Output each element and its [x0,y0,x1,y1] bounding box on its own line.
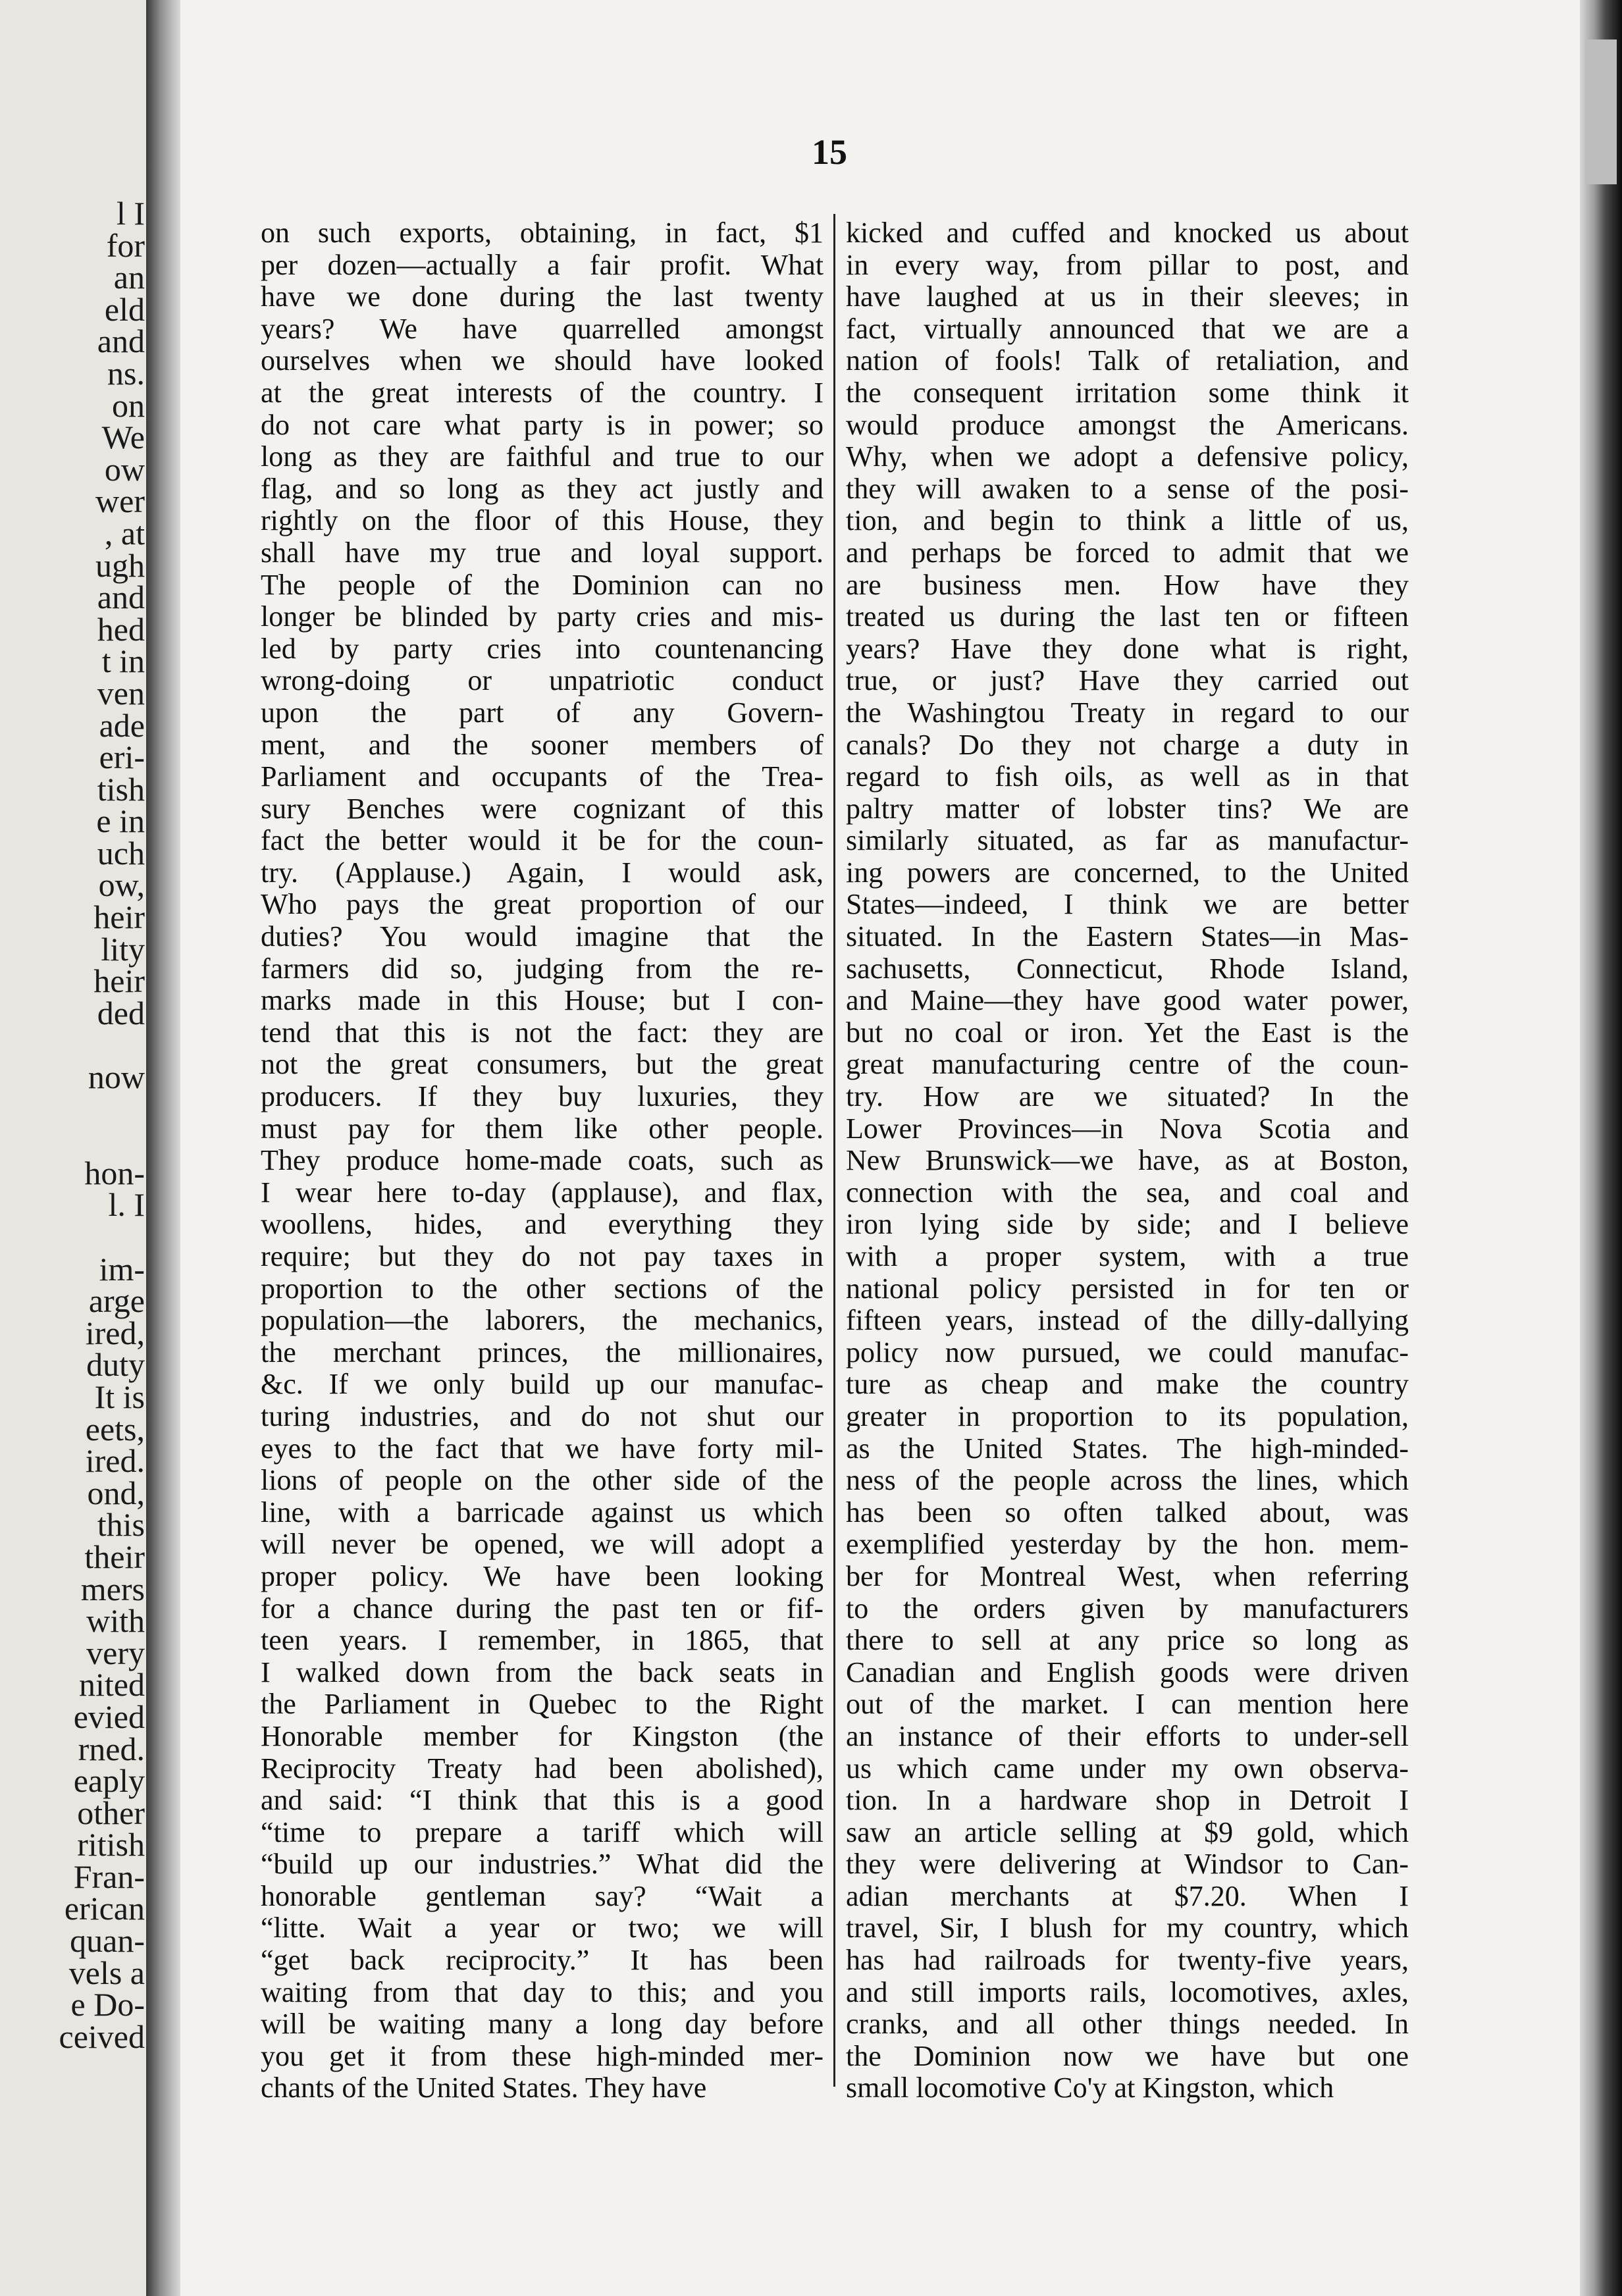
previous-page-fragment: erican [64,1890,145,1927]
text-line: must pay for them like other people. [261,1112,824,1145]
text-line: eyes to the fact that we have forty mil- [261,1432,824,1465]
text-line: cranks, and all other things needed. In [846,2008,1409,2041]
text-line: situated. In the Eastern States—in Mas- [846,921,1409,953]
text-line: turing industries, and do not shut our [261,1400,824,1432]
text-line: “time to prepare a tariff which will [261,1816,824,1848]
previous-page-fragment: e Do- [70,1986,145,2023]
text-line: has had railroads for twenty-five years, [846,1944,1409,1977]
text-line: long as they are faithful and true to our [261,441,824,473]
previous-page-fragment: e in [96,802,145,840]
text-line: at the great interests of the country. I [261,377,824,409]
text-line: “build up our industries.” What did the [261,1848,824,1881]
text-line: ment, and the sooner members of [261,729,824,761]
previous-page-fragment: nited [79,1666,145,1704]
previous-page-fragment: and [97,323,145,360]
previous-page-fragment: for [106,226,145,264]
text-line: would produce amongst the Americans. [846,409,1409,441]
text-line: producers. If they buy luxuries, they [261,1081,824,1113]
previous-page-fragment: hed [97,610,145,648]
text-line: do not care what party is in power; so [261,409,824,441]
text-line: saw an article selling at $9 gold, which [846,1816,1409,1848]
previous-page-fragment: quan- [70,1922,145,1960]
text-line: fifteen years, instead of the dilly-dallying [846,1305,1409,1337]
text-line: iron lying side by side; and I believe [846,1209,1409,1241]
text-line: but no coal or iron. Yet the East is the [846,1016,1409,1049]
previous-page-fragment: on [112,386,145,424]
previous-page-fragment: vels a [68,1954,145,1991]
previous-page-fragment: heir [93,899,145,936]
previous-page-fragment: ow [104,450,145,488]
text-line: tion. In a hardware shop in Detroit I [846,1785,1409,1817]
previous-page-fragment: mers [80,1570,145,1607]
text-line: “litte. Wait a year or two; we will [261,1912,824,1944]
previous-page-fragment: with [86,1602,145,1640]
text-line: years? We have quarrelled amongst [261,313,824,345]
previous-page-fragment: this [97,1506,145,1544]
previous-page-fragment: heir [93,962,145,1000]
text-line: States—indeed, I think we are better [846,889,1409,921]
text-line: ture as cheap and make the country [846,1369,1409,1401]
text-line: Honorable member for Kingston (the [261,1720,824,1752]
text-line: greater in proportion to its population, [846,1400,1409,1432]
previous-page-fragment: ired, [85,1314,145,1351]
page-edge [1580,0,1622,2296]
previous-page-fragment: ond, [87,1474,145,1511]
text-line: for a chance during the past ten or fif- [261,1592,824,1625]
text-line: will never be opened, we will adopt a [261,1528,824,1561]
text-line: ber for Montreal West, when referring [846,1560,1409,1592]
text-line: &c. If we only build up our manufac- [261,1369,824,1401]
text-line: Reciprocity Treaty had been abolished), [261,1752,824,1785]
text-line: canals? Do they not charge a duty in [846,729,1409,761]
previous-page-fragment: ow, [98,866,145,904]
text-line: not the great consumers, but the great [261,1049,824,1081]
text-line: teen years. I remember, in 1865, that [261,1625,824,1657]
text-line: treated us during the last ten or fifteen [846,601,1409,633]
text-line: tion, and begin to think a little of us, [846,505,1409,537]
text-line: and Maine—they have good water power, [846,985,1409,1017]
previous-page-fragment: , at [104,514,145,552]
text-line: rightly on the floor of this House, they [261,505,824,537]
text-line: in every way, from pillar to post, and [846,249,1409,281]
text-line: shall have my true and loyal support. [261,536,824,569]
text-line: has been so often talked about, was [846,1496,1409,1528]
text-line: paltry matter of lobster tins? We are [846,793,1409,825]
previous-page-fragment: eld [104,290,145,328]
text-line: fact, virtually announced that we are a [846,313,1409,345]
text-line: ness of the people across the lines, which [846,1465,1409,1497]
previous-page-fragment: ugh [95,546,145,584]
previous-page-fragment: eets, [85,1410,145,1448]
text-line: exemplified yesterday by the hon. mem- [846,1528,1409,1561]
text-line: small locomotive Co'y at Kingston, which [846,2072,1334,2104]
text-line: true, or just? Have they carried out [846,665,1409,697]
previous-page-fragment: an [113,259,145,296]
text-line: farmers did so, judging from the re- [261,952,824,985]
previous-page-text [7,195,145,2055]
text-line: wrong-doing or unpatriotic conduct [261,665,824,697]
text-line: chants of the United States. They have [261,2072,707,2104]
text-line: woollens, hides, and everything they [261,1209,824,1241]
text-column-left [261,217,824,2104]
previous-page-fragment: lity [101,930,145,968]
previous-page-strip [0,0,146,2296]
previous-page-fragment: arge [88,1282,145,1320]
text-line: Parliament and occupants of the Trea- [261,761,824,793]
text-line: longer be blinded by party cries and mis- [261,601,824,633]
text-line: they will awaken to a sense of the posi- [846,473,1409,505]
text-line: policy now pursued, we could manufac- [846,1336,1409,1369]
text-line: and perhaps be forced to admit that we [846,536,1409,569]
text-line: to the orders given by manufacturers [846,1592,1409,1625]
previous-page-fragment: hon- [84,1154,145,1191]
text-line: honorable gentleman say? “Wait a [261,1880,824,1912]
text-line: proportion to the other sections of the [261,1272,824,1305]
previous-page-fragment [7,1125,145,1157]
text-line: you get it from these high-minded mer- [261,2040,824,2072]
text-line: I wear here to-day (applause), and flax, [261,1176,824,1209]
text-line: travel, Sir, I blush for my country, which [846,1912,1409,1944]
text-line: flag, and so long as they act justly and [261,473,824,505]
previous-page-fragment: very [86,1634,145,1671]
column-divider [833,214,835,2087]
previous-page-fragment: evied [73,1698,145,1735]
text-line: require; but they do not pay taxes in [261,1241,824,1272]
text-line: nation of fools! Talk of retaliation, and [846,345,1409,377]
text-line: kicked and cuffed and knocked us about [846,217,1409,249]
previous-page-fragment: ired. [85,1442,145,1480]
previous-page-fragment [7,1093,145,1126]
text-line: regard to fish oils, as well as in that [846,761,1409,793]
previous-page-fragment [7,1029,145,1061]
previous-page-fragment: ded [97,994,145,1031]
previous-page-fragment: wer [95,483,145,520]
text-line: national policy persisted in for ten or [846,1272,1409,1305]
previous-page-fragment: im- [99,1250,145,1288]
text-line: per dozen—actually a fair profit. What [261,249,824,281]
text-line: us which came under my own observa- [846,1752,1409,1785]
previous-page-fragment: l I [116,195,145,232]
text-line: the merchant princes, the millionaires, [261,1336,824,1369]
text-line: Who pays the great proportion of our [261,889,824,921]
text-line: upon the part of any Govern- [261,696,824,729]
text-line: tend that this is not the fact: they are [261,1016,824,1049]
text-line: with a proper system, with a true [846,1241,1409,1272]
text-line: try. How are we situated? In the [846,1081,1409,1113]
text-line: marks made in this House; but I con- [261,985,824,1017]
previous-page-fragment: and [97,579,145,616]
previous-page-fragment: Fran- [73,1858,145,1895]
previous-page-fragment: We [101,419,145,456]
previous-page-fragment: duty [86,1346,145,1384]
text-line: connection with the sea, and coal and [846,1176,1409,1209]
text-line: fact the better would it be for the coun- [261,825,824,857]
book-gutter [146,0,180,2296]
text-line: The people of the Dominion can no [261,569,824,601]
page-edge-notch [1585,39,1617,184]
text-line: the Washingtou Treaty in regard to our [846,696,1409,729]
text-line: Canadian and English goods were driven [846,1656,1409,1688]
text-line: Why, when we adopt a defensive policy, [846,441,1409,473]
previous-page-fragment: t in [101,642,145,680]
text-line: Lower Provinces—in Nova Scotia and [846,1112,1409,1145]
text-line: years? Have they done what is right, [846,633,1409,665]
text-line: proper policy. We have been looking [261,1560,824,1592]
text-line: lions of people on the other side of the [261,1465,824,1497]
text-line: ing powers are concerned, to the United [846,856,1409,889]
previous-page-fragment: ven [97,674,145,712]
text-line: and said: “I think that this is a good [261,1785,824,1817]
text-line: population—the laborers, the mechanics, [261,1305,824,1337]
text-line: have we done during the last twenty [261,281,824,313]
previous-page-fragment: eri- [99,739,145,776]
text-line: an instance of their efforts to under-sell [846,1720,1409,1752]
text-line: “get back reciprocity.” It has been [261,1944,824,1977]
previous-page-fragment: l. I [108,1186,145,1224]
previous-page-fragment: It is [94,1378,145,1415]
previous-page-fragment: their [84,1538,145,1575]
text-line: they were delivering at Windsor to Can- [846,1848,1409,1881]
previous-page-fragment [7,1221,145,1253]
text-line: sachusetts, Connecticut, Rhode Island, [846,952,1409,985]
previous-page-fragment: ritish [77,1826,145,1864]
text-line: line, with a barricade against us which [261,1496,824,1528]
text-line: ourselves when we should have looked [261,345,824,377]
text-line: on such exports, obtaining, in fact, $1 [261,217,824,249]
text-line: try. (Applause.) Again, I would ask, [261,856,824,889]
previous-page-fragment: eaply [73,1762,145,1800]
text-line: I walked down from the back seats in [261,1656,824,1688]
previous-page-fragment: ns. [107,354,145,392]
text-line: are business men. How have they [846,569,1409,601]
text-line: there to sell at any price so long as [846,1625,1409,1657]
text-column-right [846,217,1409,2104]
text-line: similarly situated, as far as manufactur- [846,825,1409,857]
text-line: waiting from that day to this; and you [261,1976,824,2008]
text-line: the Parliament in Quebec to the Right [261,1688,824,1721]
previous-page-fragment: other [77,1794,145,1831]
text-line: sury Benches were cognizant of this [261,793,824,825]
text-line: duties? You would imagine that the [261,921,824,953]
previous-page-fragment: ade [99,706,145,744]
previous-page-fragment: tish [97,770,145,808]
text-line: adian merchants at $7.20. When I [846,1880,1409,1912]
text-line: out of the market. I can mention here [846,1688,1409,1721]
previous-page-fragment: ceived [59,2018,145,2055]
text-line: and still imports rails, locomotives, axles, [846,1976,1409,2008]
text-line: as the United States. The high-minded- [846,1432,1409,1465]
text-line: led by party cries into countenancing [261,633,824,665]
text-line: They produce home-made coats, such as [261,1145,824,1177]
page-number: 15 [812,132,847,172]
text-line: the Dominion now we have but one [846,2040,1409,2072]
previous-page-fragment: now [88,1058,145,1096]
text-line: have laughed at us in their sleeves; in [846,281,1409,313]
text-line: will be waiting many a long day before [261,2008,824,2041]
previous-page-fragment: rned. [78,1730,145,1767]
previous-page-fragment: uch [97,834,145,872]
text-line: the consequent irritation some think it [846,377,1409,409]
text-line: New Brunswick—we have, as at Boston, [846,1145,1409,1177]
text-line: great manufacturing centre of the coun- [846,1049,1409,1081]
